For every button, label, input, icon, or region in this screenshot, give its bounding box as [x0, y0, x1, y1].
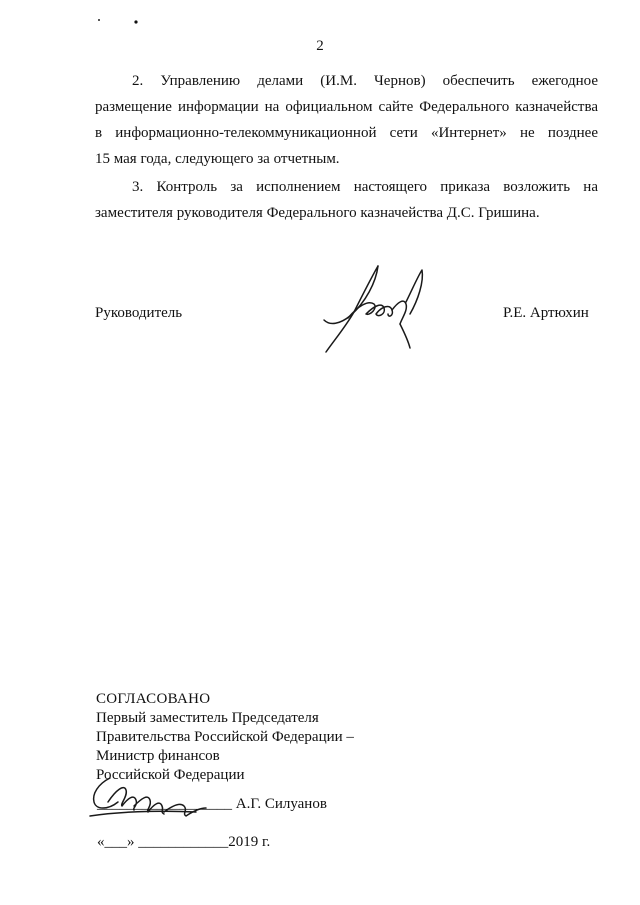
approval-signer: __________________ А.Г. Силуанов	[97, 796, 327, 812]
approval-line-4: Российской Федерации	[96, 767, 245, 783]
approval-line-3: Министр финансов	[96, 748, 220, 764]
paragraph-3-line-1: 3. Контроль за исполнением настоящего приказа возложить на	[132, 179, 598, 195]
approval-heading: СОГЛАСОВАНО	[96, 691, 211, 707]
signatory-position: Руководитель	[95, 305, 183, 321]
paragraph-2-line-3: в информационно-телекоммуникационной сети «Интернет» не позднее	[95, 125, 598, 141]
approval-line-1: Первый заместитель Председателя	[96, 710, 319, 726]
approval-line-2: Правительства Российской Федерации –	[96, 729, 354, 745]
paragraph-2-line-1: 2. Управлению делами (И.М. Чернов) обеспечить ежегодное	[132, 73, 598, 89]
page-number: 2	[316, 38, 324, 54]
signatory-name: Р.Е. Артюхин	[503, 305, 589, 321]
approval-date: «___» ____________2019 г.	[97, 834, 271, 850]
paragraph-3-line-2: заместителя руководителя Федерального казначейства Д.С. Гришина.	[95, 205, 540, 221]
head-signature	[318, 262, 430, 363]
paragraph-2-line-4: 15 мая года, следующего за отчетным.	[95, 151, 340, 167]
scan-specks	[96, 14, 156, 33]
paragraph-2-line-2: размещение информации на официальном сайте Федерального казначейства	[95, 99, 598, 115]
